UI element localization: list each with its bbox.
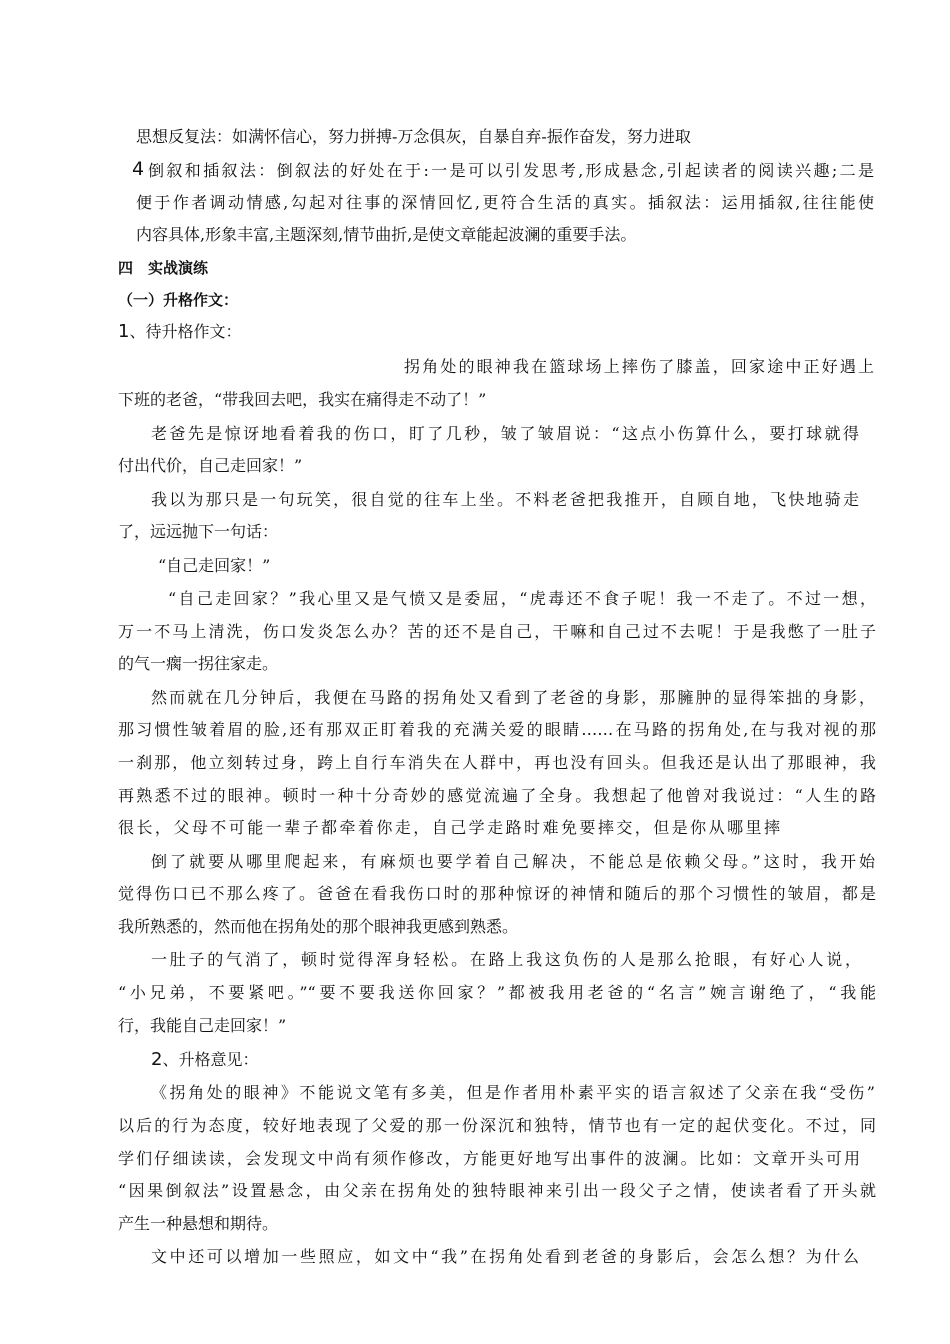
text-line: 内容具体,形象丰富,主题深刻,情节曲折,是使文章能起波澜的重要手法。 [136,225,637,244]
essay-title-line: 拐角处的眼神我在篮球场上摔伤了膝盖，回家途中正好遇上 [404,357,874,376]
text-line: 倒叙和插叙法：倒叙法的好处在于:一是可以引发思考,形成悬念,引起读者的阅读兴趣;二是 [148,161,874,180]
list-number-2: 2 [151,1049,163,1070]
text-line: 了，远远抛下一句话： [118,522,279,541]
text-line: 我以为那只是一句玩笑，很自觉的往车上坐。不料老爸把我推开，自顾自地，飞快地骑走 [151,490,859,509]
text-line: 文中还可以增加一些照应，如文中“我”在拐角处看到老爸的身影后，会怎么想？为什么 [151,1247,859,1266]
text-line: 倒了就要从哪里爬起来，有麻烦也要学着自己解决，不能总是依赖父母。”这时，我开始 [151,852,875,871]
text-line: 我所熟悉的，然而他在拐角处的那个眼神我更感到熟悉。 [118,917,519,936]
text-line: 一肚子的气消了，顿时觉得浑身轻松。在路上我这负伤的人是那么抢眼，有好心人说， [151,950,861,969]
text-line: 《拐角处的眼神》不能说文笔有多美，但是作者用朴素平实的语言叙述了父亲在我“受伤” [151,1083,875,1102]
text-line: 便于作者调动情感,勾起对往事的深情回忆,更符合生活的真实。插叙法：运用插叙,往往能使 [136,193,874,212]
text-line: 思想反复法：如满怀信心，努力拼搏-万念俱灰，自暴自弃-振作奋发，努力进取 [136,127,691,146]
list-number-4: 4 [132,158,145,180]
text-line: 老爸先是惊讶地看着我的伤口，盯了几秒，皱了皱眉说：“这点小伤算什么，要打球就得 [151,424,859,443]
text-line: “小兄弟，不要紧吧。”“要不要我送你回家？”都被我用老爸的“名言”婉言谢绝了，“我能 [118,983,876,1002]
text-line: 付出代价，自己走回家！” [118,456,303,475]
list-number [132,159,144,180]
text-line: “自己走回家！” [158,556,271,575]
text-line: 以后的行为态度，较好地表现了父爱的那一份深沉和独特，情节也有一定的起伏变化。不过，同 [118,1116,876,1135]
list-number-1: 1 [118,321,130,342]
section-heading: 四 实战演练 [118,259,209,277]
text-line: 一刹那，他立刻转过身，跨上自行车消失在人群中，再也没有回头。但我还是认出了那眼神，我 [118,753,876,772]
item-label: 、升格意见： [162,1050,259,1069]
text-line: 产生一种悬想和期待。 [118,1214,279,1233]
text-line: 行，我能自己走回家！” [118,1016,287,1035]
text-line: 再熟悉不过的眼神。顿时一种十分奇妙的感觉流遍了全身。我想起了他曾对我说过：“人生的路 [118,786,876,805]
text-line: “因果倒叙法”设置悬念，由父亲在拐角处的独特眼神来引出一段父子之情，使读者看了开头就 [118,1181,876,1200]
text-line: 觉得伤口已不那么疼了。爸爸在看我伤口时的那种惊讶的神情和随后的那个习惯性的皱眉，都是 [118,884,876,903]
subsection-heading: （一）升格作文： [118,291,239,309]
text-line: 的气一瘸一拐往家走。 [118,654,279,673]
text-line: 万一不马上清洗，伤口发炎怎么办？苦的还不是自己，干嘛和自己过不去呢！于是我憋了一肚子 [118,622,876,641]
text-line: 下班的老爸，“带我回去吧，我实在痛得走不动了！” [118,390,487,409]
text-line: 然而就在几分钟后，我便在马路的拐角处又看到了老爸的身影，那臃肿的显得笨拙的身影， [151,688,875,707]
item-label: 、待升格作文： [129,322,242,341]
text-line: 那习惯性皱着眉的脸,还有那双正盯着我的充满关爱的眼睛……在马路的拐角处,在与我对视的那 [118,720,876,739]
text-line: 学们仔细读读，会发现文中尚有须作修改，方能更好地写出事件的波澜。比如：文章开头可用 [118,1149,860,1168]
text-line: 很长，父母不可能一辈子都牵着你走，自己学走路时难免要摔交，但是你从哪里摔 [118,818,780,837]
text-line: “自己走回家？”我心里又是气愤又是委屈，“虎毒还不食子呢！我一不走了。不过一想， [168,589,876,608]
